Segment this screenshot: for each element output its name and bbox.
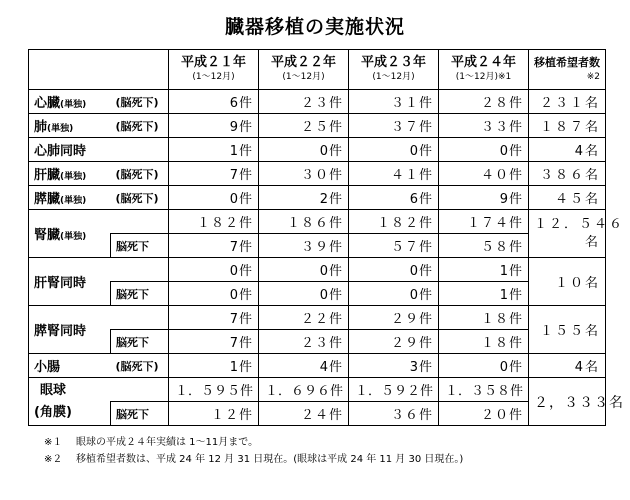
value-cell: １８６件	[259, 210, 349, 234]
waiting-cell: １２．５４６ 名	[529, 210, 606, 258]
value-cell: 4件	[259, 354, 349, 378]
value-cell: 1件	[439, 258, 529, 282]
header-h21: 平成２１年 (1～12月)	[169, 50, 259, 90]
value-cell: ５７件	[349, 234, 439, 258]
value-cell: ３９件	[259, 234, 349, 258]
row-lung: 肺(単独) (脳死下) 9件 ２５件 ３７件 ３３件 １８７名	[29, 114, 606, 138]
value-cell: ２０件	[439, 402, 529, 426]
value-cell: １７４件	[439, 210, 529, 234]
row-liver-kidney-brain-death: 脳死下 0件 0件 0件 1件	[29, 282, 606, 306]
value-cell: 0件	[169, 282, 259, 306]
row-label: 心臓(単独)	[29, 90, 111, 114]
value-cell: １２件	[169, 402, 259, 426]
value-cell: 1件	[439, 282, 529, 306]
value-cell: 7件	[169, 162, 259, 186]
value-cell: ３０件	[259, 162, 349, 186]
row-label: 眼球 (角膜)	[29, 378, 111, 426]
row-pancreas: 膵臓(単独) (脳死下) 0件 2件 6件 9件 ４５名	[29, 186, 606, 210]
waiting-cell: ２３１名	[529, 90, 606, 114]
row-heart: 心臓(単独) (脳死下) 6件 ２３件 ３１件 ２８件 ２３１名	[29, 90, 606, 114]
footnote-2: ※２ 移植希望者数は、平成 24 年 12 月 31 日現在。(眼球は平成 24 年 11 月 30 日現在。)	[44, 454, 464, 465]
value-cell: ２９件	[349, 306, 439, 330]
value-cell: １８件	[439, 330, 529, 354]
row-label: 肝臓(単独)	[29, 162, 111, 186]
value-cell: 0件	[259, 258, 349, 282]
row-eye	[29, 378, 606, 402]
row-pancreas-kidney	[29, 306, 606, 330]
header-h22: 平成２２年 (1～12月)	[259, 50, 349, 90]
value-cell: 6件	[169, 90, 259, 114]
value-cell: 0件	[259, 138, 349, 162]
value-cell: ２４件	[259, 402, 349, 426]
value-cell: 0件	[169, 186, 259, 210]
header-empty-cell	[29, 50, 169, 90]
value-cell: ３６件	[349, 402, 439, 426]
value-cell: 0件	[259, 282, 349, 306]
value-cell: ３７件	[349, 114, 439, 138]
value-cell: ３３件	[439, 114, 529, 138]
value-cell: １．３５８件	[439, 378, 529, 402]
value-cell: 2件	[259, 186, 349, 210]
row-label: 膵臓(単独)	[29, 186, 111, 210]
row-label: 肺(単独)	[29, 114, 111, 138]
value-cell: 1件	[169, 354, 259, 378]
waiting-cell: 4名	[529, 138, 606, 162]
row-label: 腎臓(単独)	[29, 210, 111, 258]
row-pancreas-kidney-brain-death: 脳死下 7件 ２３件 ２９件 １８件	[29, 330, 606, 354]
page-title: 臓器移植の実施状況	[224, 16, 405, 38]
waiting-cell: １８７名	[529, 114, 606, 138]
header-h24: 平成２４年 (1～12月)※1	[439, 50, 529, 90]
row-eye-brain-death: 脳死下 １２件 ２４件 ３６件 ２０件	[29, 402, 606, 426]
value-cell: ４０件	[439, 162, 529, 186]
value-cell: 6件	[349, 186, 439, 210]
value-cell: ２２件	[259, 306, 349, 330]
value-cell: 7件	[169, 234, 259, 258]
waiting-cell: ２，３３３名	[529, 378, 606, 426]
value-cell: 0件	[349, 138, 439, 162]
row-liver: 肝臓(単独) (脳死下) 7件 ３０件 ４１件 ４０件 ３８６名	[29, 162, 606, 186]
value-cell: １．６９６件	[259, 378, 349, 402]
row-kidney-brain-death: 脳死下 7件 ３９件 ５７件 ５８件	[29, 234, 606, 258]
waiting-cell: １５５名	[529, 306, 606, 354]
value-cell: ２３件	[259, 90, 349, 114]
header-h23: 平成２３年 (1～12月)	[349, 50, 439, 90]
value-cell: 7件	[169, 330, 259, 354]
footnote-1: ※１ 眼球の平成２４年実績は 1～11月まで。	[44, 437, 259, 448]
row-label: 心肺同時	[29, 138, 169, 162]
row-label: 肝腎同時	[29, 258, 111, 306]
value-cell: ２９件	[349, 330, 439, 354]
waiting-cell: １０名	[529, 258, 606, 306]
value-cell: 9件	[439, 186, 529, 210]
value-cell: 0件	[349, 258, 439, 282]
row-small-intestine: 小腸 (脳死下) 1件 4件 3件 0件 4名	[29, 354, 606, 378]
row-label: 小腸	[29, 354, 111, 378]
value-cell: 0件	[169, 258, 259, 282]
footnotes	[44, 434, 604, 468]
value-cell: １８件	[439, 306, 529, 330]
header-waiting: 移植希望者数 ※2	[529, 50, 606, 90]
value-cell: １８２件	[349, 210, 439, 234]
value-cell: １．５９２件	[349, 378, 439, 402]
value-cell: ２３件	[259, 330, 349, 354]
value-cell: 9件	[169, 114, 259, 138]
value-cell: 3件	[349, 354, 439, 378]
value-cell: 7件	[169, 306, 259, 330]
value-cell: 0件	[439, 138, 529, 162]
value-cell: １．５９５件	[169, 378, 259, 402]
value-cell: 0件	[439, 354, 529, 378]
waiting-cell: ４５名	[529, 186, 606, 210]
value-cell: １８２件	[169, 210, 259, 234]
row-heart-lung	[29, 138, 606, 162]
value-cell: 0件	[349, 282, 439, 306]
value-cell: 1件	[169, 138, 259, 162]
value-cell: ２８件	[439, 90, 529, 114]
value-cell: ４１件	[349, 162, 439, 186]
row-liver-kidney	[29, 258, 606, 282]
value-cell: ３１件	[349, 90, 439, 114]
transplant-table	[28, 49, 625, 426]
waiting-cell: ３８６名	[529, 162, 606, 186]
row-kidney	[29, 210, 606, 234]
row-label: 膵腎同時	[29, 306, 111, 354]
value-cell: ２５件	[259, 114, 349, 138]
waiting-cell: 4名	[529, 354, 606, 378]
header-row	[29, 50, 606, 90]
value-cell: ５８件	[439, 234, 529, 258]
